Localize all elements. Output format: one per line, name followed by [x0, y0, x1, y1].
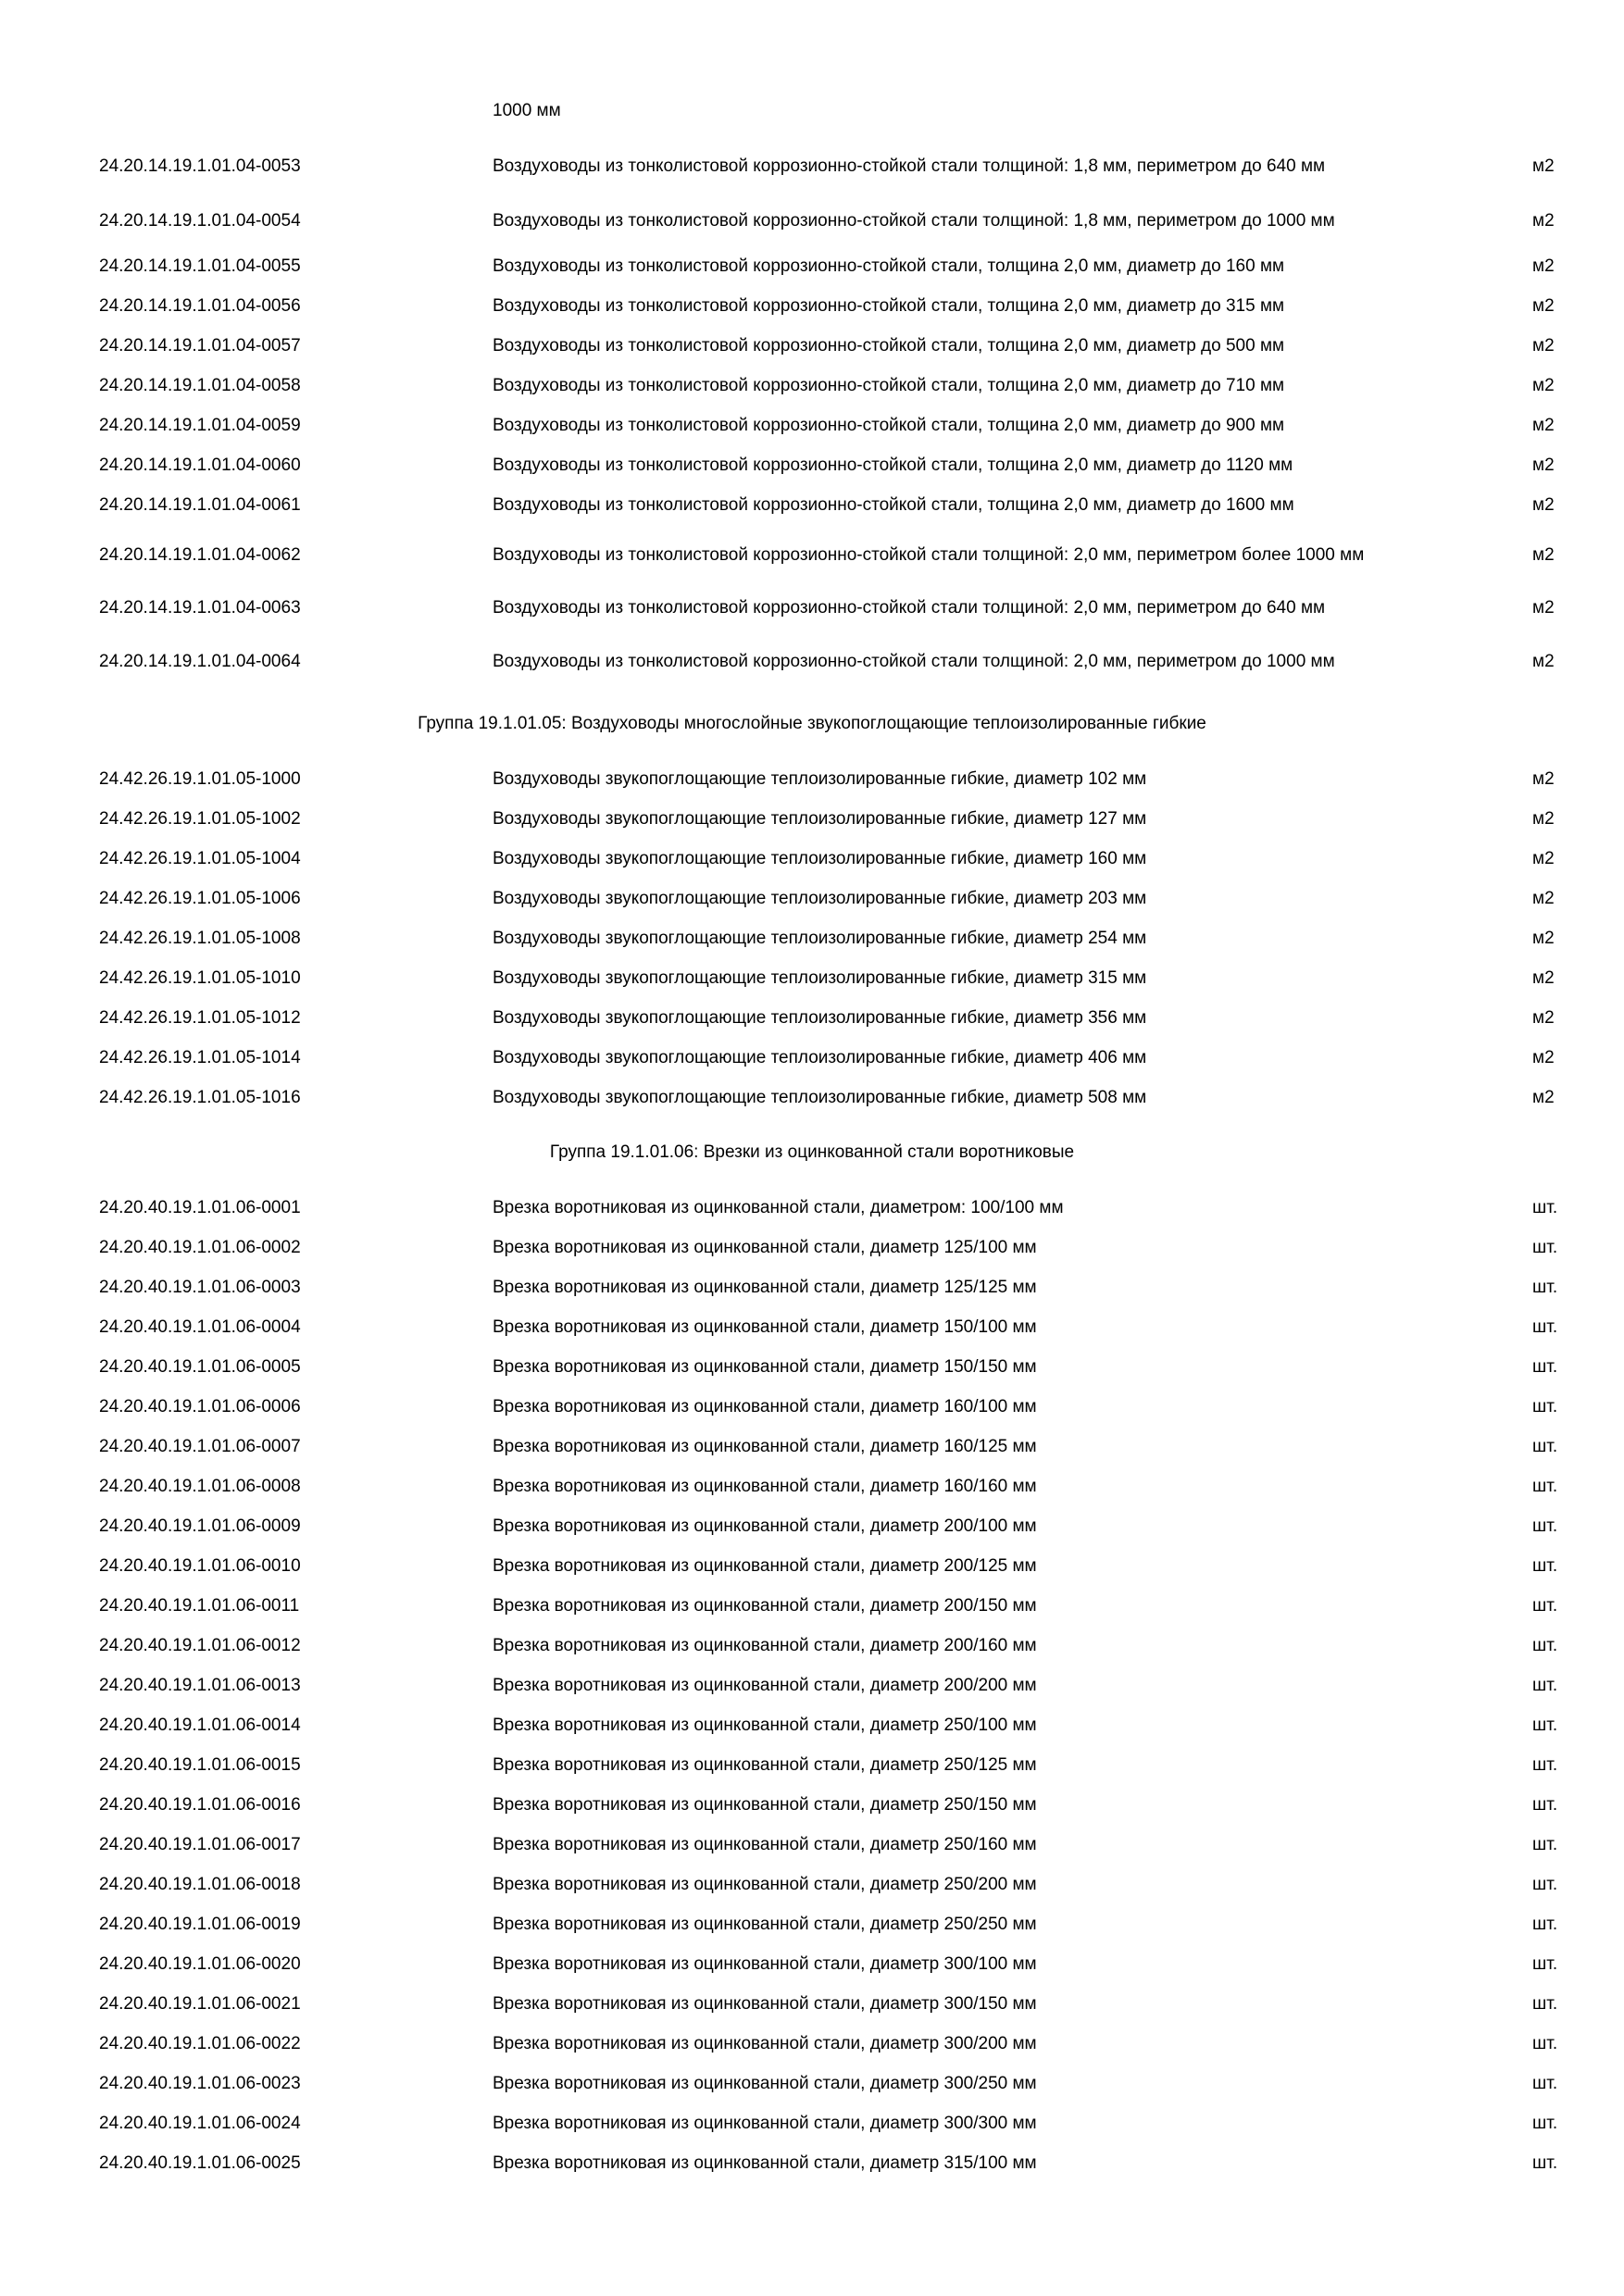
item-name: Воздуховоды из тонколистовой коррозионно-стойкой стали, толщина 2,0 мм, диаметр до 500 мм — [493, 336, 1285, 356]
item-code: 24.42.26.19.1.01.05-1008 — [99, 929, 301, 948]
group-title: Группа 19.1.01.06: Врезки из оцинкованной стали воротниковые — [549, 1142, 1075, 1162]
item-unit: м2 — [1532, 495, 1555, 515]
item-code: 24.20.40.19.1.01.06-0020 — [99, 1954, 301, 1974]
item-code: 24.20.14.19.1.01.04-0061 — [99, 495, 301, 515]
item-unit: шт. — [1532, 1238, 1558, 1257]
item-unit: м2 — [1532, 210, 1555, 231]
item-unit: шт. — [1532, 2153, 1558, 2173]
item-code: 24.20.40.19.1.01.06-0021 — [99, 1994, 301, 2014]
item-code: 24.20.40.19.1.01.06-0025 — [99, 2153, 301, 2173]
item-name: Воздуховоды звукопоглощающие теплоизолированные гибкие, диаметр 254 мм — [493, 929, 1147, 948]
item-name: Врезка воротниковая из оцинкованной стали, диаметр 250/160 мм — [493, 1835, 1037, 1854]
item-unit: м2 — [1532, 889, 1555, 908]
item-name: Врезка воротниковая из оцинкованной стали, диаметр 250/250 мм — [493, 1915, 1037, 1934]
item-unit: шт. — [1532, 2114, 1558, 2133]
item-code: 24.20.40.19.1.01.06-0005 — [99, 1357, 301, 1377]
item-code: 24.20.40.19.1.01.06-0017 — [99, 1835, 301, 1854]
item-code: 24.42.26.19.1.01.05-1010 — [99, 968, 301, 988]
item-unit: м2 — [1532, 455, 1555, 475]
item-name: Врезка воротниковая из оцинкованной стали, диаметр 125/100 мм — [493, 1238, 1037, 1257]
item-unit: м2 — [1532, 256, 1555, 276]
item-unit: м2 — [1532, 652, 1555, 671]
item-name: Воздуховоды из тонколистовой коррозионно-стойкой стали, толщина 2,0 мм, диаметр до 160 мм — [493, 256, 1285, 276]
item-unit: шт. — [1532, 1755, 1558, 1775]
item-name: Врезка воротниковая из оцинкованной стали, диаметр 125/125 мм — [493, 1278, 1037, 1297]
item-unit: шт. — [1532, 1795, 1558, 1815]
item-name: Врезка воротниковая из оцинкованной стали, диаметр 250/200 мм — [493, 1875, 1037, 1894]
item-code: 24.20.40.19.1.01.06-0003 — [99, 1278, 301, 1297]
item-name: Воздуховоды из тонколистовой коррозионно-стойкой стали толщиной: 2,0 мм, периметром более 1000 мм — [493, 545, 1365, 565]
item-code: 24.20.40.19.1.01.06-0007 — [99, 1437, 301, 1456]
item-unit: шт. — [1532, 1477, 1558, 1496]
item-code: 24.20.40.19.1.01.06-0016 — [99, 1795, 301, 1815]
item-code: 24.42.26.19.1.01.05-1016 — [99, 1088, 301, 1107]
item-name: Врезка воротниковая из оцинкованной стали, диаметр 200/125 мм — [493, 1556, 1037, 1576]
item-name: Врезка воротниковая из оцинкованной стали, диаметр 300/100 мм — [493, 1954, 1037, 1974]
item-code: 24.20.14.19.1.01.04-0055 — [99, 256, 301, 276]
item-name: Врезка воротниковая из оцинкованной стали, диаметр 200/200 мм — [493, 1676, 1037, 1695]
item-code: 24.42.26.19.1.01.05-1006 — [99, 889, 301, 908]
item-name: Воздуховоды звукопоглощающие теплоизолированные гибкие, диаметр 356 мм — [493, 1008, 1147, 1028]
item-code: 24.20.40.19.1.01.06-0010 — [99, 1556, 301, 1576]
item-unit: м2 — [1532, 156, 1555, 176]
item-name: Воздуховоды из тонколистовой коррозионно-стойкой стали, толщина 2,0 мм, диаметр до 1120 мм — [493, 455, 1293, 475]
item-name: Воздуховоды из тонколистовой коррозионно-стойкой стали, толщина 2,0 мм, диаметр до 900 мм — [493, 416, 1285, 435]
item-code: 24.20.14.19.1.01.04-0058 — [99, 376, 301, 395]
item-unit: м2 — [1532, 296, 1555, 316]
item-unit: м2 — [1532, 929, 1555, 948]
item-unit: шт. — [1532, 1596, 1558, 1616]
item-name: Воздуховоды звукопоглощающие теплоизолированные гибкие, диаметр 203 мм — [493, 889, 1147, 908]
item-name: Врезка воротниковая из оцинкованной стали, диаметром: 100/100 мм — [493, 1198, 1064, 1217]
item-name: Воздуховоды звукопоглощающие теплоизолированные гибкие, диаметр 406 мм — [493, 1048, 1147, 1067]
item-name: Врезка воротниковая из оцинкованной стали, диаметр 160/100 мм — [493, 1397, 1037, 1416]
item-name: Воздуховоды звукопоглощающие теплоизолированные гибкие, диаметр 102 мм — [493, 769, 1147, 789]
item-code: 24.20.40.19.1.01.06-0014 — [99, 1716, 301, 1735]
continuation-text: 1000 мм — [493, 101, 561, 120]
item-name: Воздуховоды звукопоглощающие теплоизолированные гибкие, диаметр 315 мм — [493, 968, 1147, 988]
item-code: 24.20.14.19.1.01.04-0060 — [99, 455, 301, 475]
item-code: 24.20.14.19.1.01.04-0056 — [99, 296, 301, 316]
item-code: 24.20.14.19.1.01.04-0057 — [99, 336, 301, 356]
item-unit: шт. — [1532, 1198, 1558, 1217]
item-name: Воздуховоды звукопоглощающие теплоизолированные гибкие, диаметр 160 мм — [493, 849, 1147, 868]
item-unit: м2 — [1532, 769, 1555, 789]
item-name: Врезка воротниковая из оцинкованной стали, диаметр 150/100 мм — [493, 1317, 1037, 1337]
item-code: 24.20.40.19.1.01.06-0022 — [99, 2034, 301, 2053]
item-name: Врезка воротниковая из оцинкованной стали, диаметр 150/150 мм — [493, 1357, 1037, 1377]
item-name: Врезка воротниковая из оцинкованной стали, диаметр 200/160 мм — [493, 1636, 1037, 1655]
item-code: 24.20.40.19.1.01.06-0004 — [99, 1317, 301, 1337]
item-code: 24.20.40.19.1.01.06-0009 — [99, 1516, 301, 1536]
item-code: 24.20.40.19.1.01.06-0011 — [99, 1596, 300, 1616]
item-unit: м2 — [1532, 1088, 1555, 1107]
item-name: Врезка воротниковая из оцинкованной стали, диаметр 300/300 мм — [493, 2114, 1037, 2133]
item-name: Врезка воротниковая из оцинкованной стали, диаметр 300/200 мм — [493, 2034, 1037, 2053]
item-name: Воздуховоды из тонколистовой коррозионно-стойкой стали толщиной: 2,0 мм, периметром до 1000 мм — [493, 652, 1335, 671]
item-unit: шт. — [1532, 1516, 1558, 1536]
item-code: 24.42.26.19.1.01.05-1000 — [99, 769, 301, 789]
item-unit: м2 — [1532, 809, 1555, 829]
item-name: Врезка воротниковая из оцинкованной стали, диаметр 200/150 мм — [493, 1596, 1037, 1616]
item-unit: шт. — [1532, 1716, 1558, 1735]
item-code: 24.20.14.19.1.01.04-0063 — [99, 598, 301, 618]
item-code: 24.20.40.19.1.01.06-0015 — [99, 1755, 301, 1775]
item-code: 24.20.14.19.1.01.04-0062 — [99, 545, 301, 565]
item-unit: шт. — [1532, 1915, 1558, 1934]
item-name: Врезка воротниковая из оцинкованной стали, диаметр 200/100 мм — [493, 1516, 1037, 1536]
item-name: Врезка воротниковая из оцинкованной стали, диаметр 250/100 мм — [493, 1716, 1037, 1735]
group-title: Группа 19.1.01.05: Воздуховоды многослойные звукопоглощающие теплоизолированные гибкие — [418, 714, 1206, 733]
item-code: 24.20.40.19.1.01.06-0023 — [99, 2074, 301, 2093]
item-code: 24.42.26.19.1.01.05-1012 — [99, 1008, 301, 1028]
item-name: Воздуховоды звукопоглощающие теплоизолированные гибкие, диаметр 508 мм — [493, 1088, 1147, 1107]
item-unit: шт. — [1532, 1636, 1558, 1655]
item-name: Воздуховоды из тонколистовой коррозионно-стойкой стали толщиной: 1,8 мм, периметром до 640 мм — [493, 156, 1326, 176]
item-name: Врезка воротниковая из оцинкованной стали, диаметр 160/125 мм — [493, 1437, 1037, 1456]
item-name: Врезка воротниковая из оцинкованной стали, диаметр 300/150 мм — [493, 1994, 1037, 2014]
item-unit: шт. — [1532, 1278, 1558, 1297]
item-unit: шт. — [1532, 1397, 1558, 1416]
item-name: Врезка воротниковая из оцинкованной стали, диаметр 300/250 мм — [493, 2074, 1037, 2093]
item-name: Врезка воротниковая из оцинкованной стали, диаметр 250/150 мм — [493, 1795, 1037, 1815]
item-unit: шт. — [1532, 1556, 1558, 1576]
item-code: 24.20.14.19.1.01.04-0064 — [99, 652, 301, 671]
item-unit: м2 — [1532, 545, 1555, 565]
item-name: Воздуховоды из тонколистовой коррозионно-стойкой стали толщиной: 1,8 мм, периметром до 1000 мм — [493, 210, 1335, 231]
item-name: Воздуховоды из тонколистовой коррозионно-стойкой стали, толщина 2,0 мм, диаметр до 1600 мм — [493, 495, 1294, 515]
item-unit: шт. — [1532, 1317, 1558, 1337]
item-name: Врезка воротниковая из оцинкованной стали, диаметр 250/125 мм — [493, 1755, 1037, 1775]
item-unit: м2 — [1532, 336, 1555, 356]
item-unit: м2 — [1532, 968, 1555, 988]
item-name: Воздуховоды звукопоглощающие теплоизолированные гибкие, диаметр 127 мм — [493, 809, 1147, 829]
item-unit: шт. — [1532, 1676, 1558, 1695]
item-unit: шт. — [1532, 1954, 1558, 1974]
item-code: 24.20.40.19.1.01.06-0008 — [99, 1477, 301, 1496]
item-code: 24.20.40.19.1.01.06-0024 — [99, 2114, 301, 2133]
item-unit: шт. — [1532, 1835, 1558, 1854]
item-unit: шт. — [1532, 2034, 1558, 2053]
item-code: 24.20.14.19.1.01.04-0059 — [99, 416, 301, 435]
item-name: Врезка воротниковая из оцинкованной стали, диаметр 160/160 мм — [493, 1477, 1037, 1496]
item-unit: м2 — [1532, 376, 1555, 395]
item-code: 24.20.40.19.1.01.06-0012 — [99, 1636, 301, 1655]
item-unit: м2 — [1532, 1048, 1555, 1067]
item-name: Воздуховоды из тонколистовой коррозионно-стойкой стали толщиной: 2,0 мм, периметром до 640 мм — [493, 598, 1326, 618]
item-name: Врезка воротниковая из оцинкованной стали, диаметр 315/100 мм — [493, 2153, 1037, 2173]
item-code: 24.20.40.19.1.01.06-0001 — [99, 1198, 301, 1217]
item-name: Воздуховоды из тонколистовой коррозионно-стойкой стали, толщина 2,0 мм, диаметр до 710 мм — [493, 376, 1285, 395]
item-unit: шт. — [1532, 2074, 1558, 2093]
item-unit: м2 — [1532, 598, 1555, 618]
item-code: 24.20.40.19.1.01.06-0019 — [99, 1915, 301, 1934]
item-code: 24.42.26.19.1.01.05-1002 — [99, 809, 301, 829]
item-unit: шт. — [1532, 1437, 1558, 1456]
item-code: 24.20.14.19.1.01.04-0054 — [99, 210, 301, 231]
item-name: Воздуховоды из тонколистовой коррозионно-стойкой стали, толщина 2,0 мм, диаметр до 315 мм — [493, 296, 1285, 316]
item-code: 24.20.40.19.1.01.06-0006 — [99, 1397, 301, 1416]
item-unit: м2 — [1532, 1008, 1555, 1028]
item-unit: м2 — [1532, 849, 1555, 868]
item-code: 24.20.14.19.1.01.04-0053 — [99, 156, 301, 176]
item-code: 24.42.26.19.1.01.05-1004 — [99, 849, 301, 868]
item-code: 24.20.40.19.1.01.06-0013 — [99, 1676, 301, 1695]
item-code: 24.20.40.19.1.01.06-0002 — [99, 1238, 301, 1257]
item-unit: шт. — [1532, 1357, 1558, 1377]
item-code: 24.42.26.19.1.01.05-1014 — [99, 1048, 301, 1067]
item-unit: м2 — [1532, 416, 1555, 435]
item-unit: шт. — [1532, 1994, 1558, 2014]
item-unit: шт. — [1532, 1875, 1558, 1894]
item-code: 24.20.40.19.1.01.06-0018 — [99, 1875, 301, 1894]
